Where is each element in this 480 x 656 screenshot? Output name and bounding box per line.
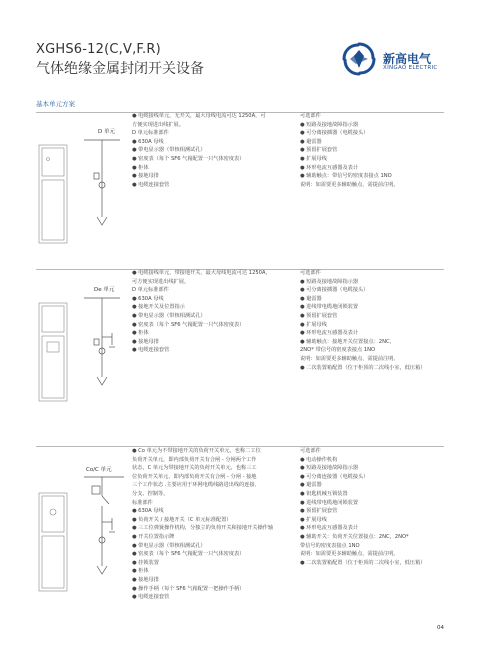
single-line-diagram-coc <box>84 474 124 584</box>
brand-logo-icon <box>340 40 378 78</box>
unit-label-coc: Co/C 单元 <box>86 467 112 473</box>
unit-label-d: D 单元 <box>98 129 115 135</box>
unit-options-d: 可选部件 ● 短路及接地故障指示器 ● 可分离接插器（电缆接头） ● 避雷器 ● 预留扩展套管 ● 扩展母线 ● 环形电流互感器及表计 ● 辅助触点：带信号的密度表接点 1NO 说明：如需要更多辅助触点，需提前注明。 <box>300 113 399 188</box>
unit-description-d: ● 电缆接线单元，无开关，最大母线电流可达 1250A，可 方便实现进出线扩展。 D 单元标准部件 ● 630A 母线 ● 带电显示器（带核相测试孔） ● 密度表（每个 SF6 气箱配置一只气体密度表） ● 柜体 ● 接地母排 ● 电缆连接套管 <box>132 113 266 188</box>
page-title: 气体绝缘金属封闭开关设备 <box>36 61 204 77</box>
unit-description-coc: ● Co 单元为不带接地开关的负荷开关单元，也称二工位 负荷开关单元，即内部负荷开关有合闸 - 分闸两个工作 状态，C 单元为带接地开关的负荷开关单元，也称三工 位负荷开关单元，即内部负荷开关有合闸 - 分闸 - 接地 三个工作状态 .主要应用于环网电缆线路进出线的连接、 分支、控制等。 标准部件 ● 630A 母线 ● 负荷开关 / 接地开关（C 单元标准配置） ● 三工位弹簧操作机构，分独立的负荷开关和接地开关操作轴 ● 开关位置指示牌 ● 带电显示器（带核相测试孔） ● 密度表（每个 SF6 气箱配置一只气体密度表） ● 挂锁装置 ● 柜体 ● 接地母排 ● 操作手柄（每个 SF6 气箱配置一把操作手柄） ● 电缆连接套管 <box>132 448 274 601</box>
single-line-diagram-d <box>84 137 120 235</box>
unit-options-coc: 可选部件 ● 电动操作机构 ● 短路及接地故障指示器 ● 可分离连接器（电缆接头） ● 避雷器 ● 钥匙机械互锁装置 ● 进线带电缆地闭锁装置 ● 预留扩展套管 ● 扩展母线 ● 环形电流互感器及表计 ● 辅助开关：负荷开关位置接点：2NC，2NO* 带信号的密度表接点 1NO 说明：如需要更多辅助触点，需提前注明。 ● 二次装置箱配置（位于柜顶的二次线小室，低压箱） <box>300 448 426 566</box>
single-line-diagram-de <box>84 295 120 395</box>
cabinet-front-de <box>38 302 68 402</box>
brand-name-cn: 新高电气 <box>383 52 432 66</box>
unit-description-de: ● 电缆接线单元，带接地开关，最大母线电流可达 1250A， 可方便实现进出线扩展。 D 单元标准部件 ● 630A 母线 ● 接地开关及位置指示 ● 带电显示器（带核相测试孔） ● 密度表（每个 SF6 气箱配置一只气体密度表） ● 柜体 ● 接地母排 ● 电缆连接套管 <box>132 270 271 354</box>
brand-name-en: XINGAO ELECTRIC <box>383 65 438 71</box>
model-title: XGHS6-12(C,V,F.R) <box>36 42 161 57</box>
page-number: 04 <box>437 625 444 631</box>
unit-label-de: De 单元 <box>94 287 115 293</box>
unit-options-de: 可选部件 ● 短路及接地故障指示器 ● 可分离接插器（电缆接头） ● 避雷器 ● 进线带电缆地闭锁装置 ● 预留扩展套管 ● 扩展母线 ● 环形电流互感器及表计 ● 辅助触点：接地开关位置接点：2NC， 2NO* 带信号的密度表接点 1NO 说明：如需要更多辅助触点，需提前注明。 ● 二次装置箱配置（位于柜顶的二次线小室，低压箱） <box>300 270 426 371</box>
section-title: 基本单元方案 <box>36 100 75 108</box>
cabinet-front-coc <box>38 492 68 592</box>
cabinet-front-d <box>38 144 68 244</box>
